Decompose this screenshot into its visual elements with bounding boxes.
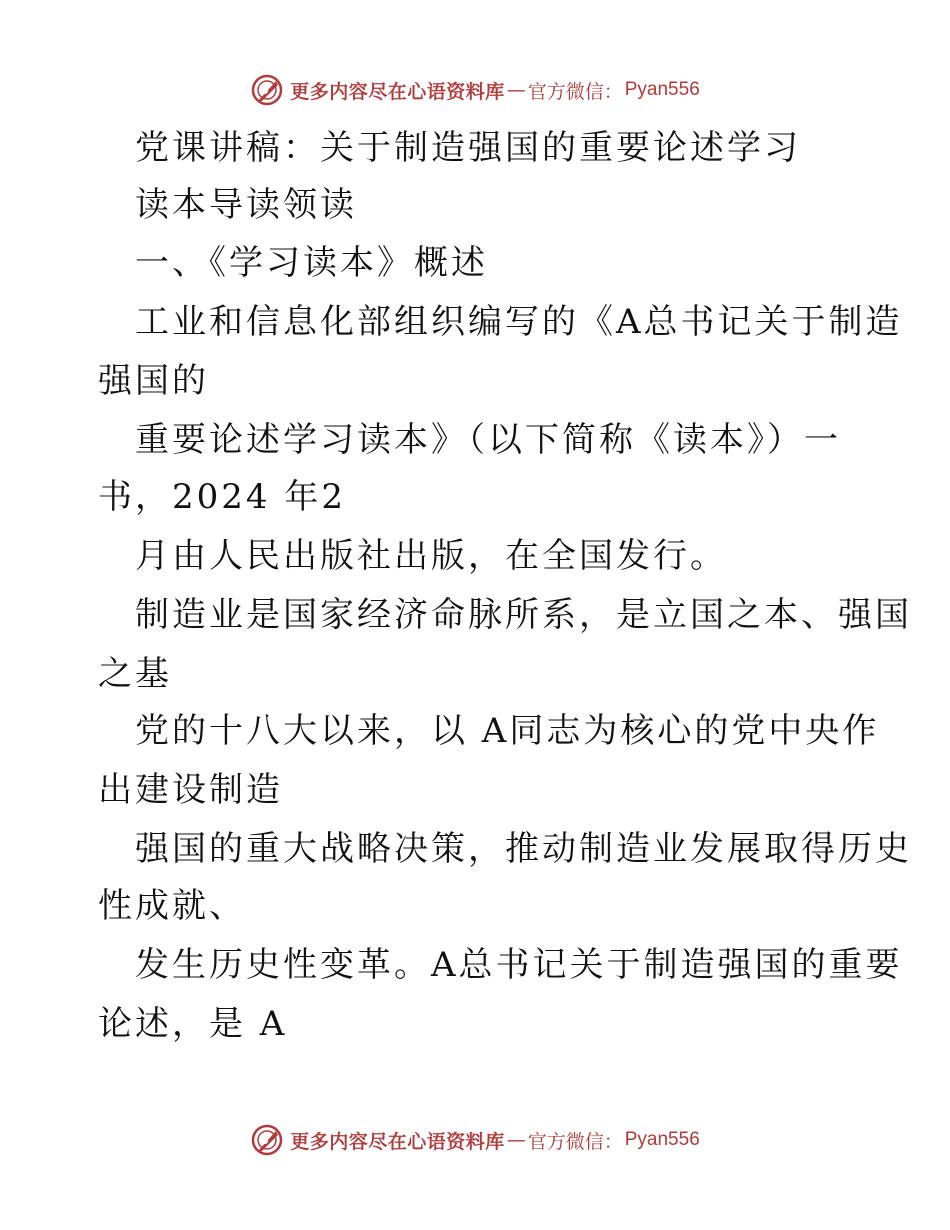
banner-main-text: 更多内容尽在心语资料库	[290, 1130, 505, 1153]
document-title-line-2: 读本导读领读	[135, 185, 357, 225]
paragraph-line: 党的十八大以来，以 A同志为核心的党中央作	[135, 711, 880, 751]
quill-logo-icon	[250, 73, 284, 107]
banner-wechat-id: Pyan556	[624, 1129, 700, 1150]
banner-main-text: 更多内容尽在心语资料库	[290, 80, 505, 103]
paragraph-line: 工业和信息化部组织编写的《A总书记关于制造	[135, 302, 903, 342]
paragraph-line: 发生历史性变革。A总书记关于制造强国的重要	[135, 945, 903, 985]
banner-official-label: 官方微信：	[527, 80, 623, 103]
paragraph-line: 性成就、	[98, 886, 246, 926]
paragraph-line: 论述，是 A	[98, 1004, 288, 1044]
quill-logo-icon	[250, 1123, 284, 1157]
document-title-line-1: 党课讲稿：关于制造强国的重要论述学习	[135, 128, 801, 168]
paragraph-line: 书，2024 年2	[98, 477, 346, 517]
paragraph-line: 之基	[98, 654, 172, 694]
footer-banner	[0, 1120, 950, 1160]
paragraph-line: 重要论述学习读本》（以下简称《读本》）一	[135, 420, 841, 460]
paragraph-line: 强国的	[98, 361, 209, 401]
banner-wechat-id: Pyan556	[624, 79, 700, 100]
header-banner	[0, 70, 950, 110]
paragraph-line: 出建设制造	[98, 770, 283, 810]
banner-separator: —	[506, 1129, 526, 1151]
paragraph-line: 月由人民出版社出版，在全国发行。	[135, 536, 727, 576]
section-heading: 一、《学习读本》概述	[135, 243, 488, 283]
paragraph-line: 强国的重大战略决策，推动制造业发展取得历史	[135, 829, 912, 869]
banner-official-label: 官方微信：	[527, 1130, 623, 1153]
paragraph-line: 制造业是国家经济命脉所系，是立国之本、强国	[135, 595, 912, 635]
banner-separator: —	[506, 79, 526, 101]
